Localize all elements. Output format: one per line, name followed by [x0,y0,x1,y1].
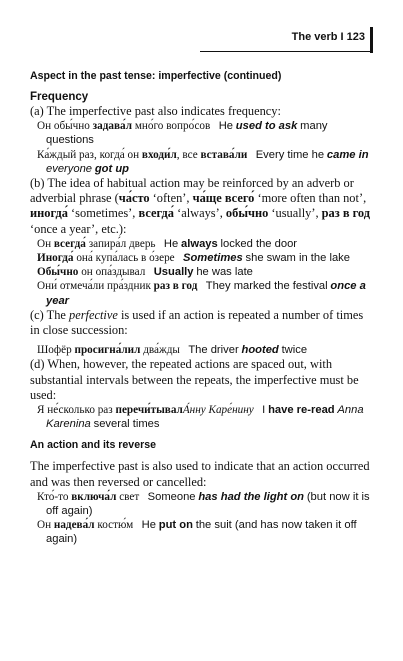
ru-text: , все [176,148,198,161]
text: ‘often’, [149,191,193,206]
adverb: ча́сто [118,191,150,206]
en-gloss-title: Anna Karenina [46,404,364,431]
ru-verb: встава́ли [200,148,248,161]
example-1 [30,119,375,147]
ru-verb: включа́л [71,490,117,503]
en-gloss: the suit (and has now taken it off again) [46,519,357,546]
ru-text: Шофёр [37,344,72,357]
adverb: ча́ще всего́ [192,191,255,206]
ru-text: Они́ отмеча́ли пра́здник [37,280,151,293]
en-gloss: Someone [147,490,196,503]
en-gloss-emph: has had the light on [198,490,305,503]
en-gloss: twice [281,344,308,357]
adverb: раз в год [321,206,371,221]
example-6 [30,279,375,307]
text: ‘sometimes’, [67,206,139,221]
text: ‘more often than not’, [254,191,367,206]
adverb: иногда́ [30,206,68,221]
ru-text: Он [37,237,52,250]
example-8 [30,403,375,431]
paragraph-a: (a) The imperfective past also indicates frequency: [30,104,281,118]
example-4 [30,251,375,265]
en-gloss: They marked the festival [205,280,328,293]
en-gloss: many questions [46,120,328,147]
en-gloss-emph: Usually [153,266,194,279]
en-gloss: Every time he [255,148,325,161]
en-gloss-emph: got up [94,162,129,175]
en-gloss: everyone [46,162,93,175]
en-gloss: He [163,237,179,250]
running-head-text: The verb I 123 [291,31,365,43]
en-gloss: I [262,404,266,417]
ru-adverb: Иногда́ [37,252,74,265]
ru-adverb: раз в год [153,280,198,293]
text: ‘always’, [173,206,226,221]
example-10 [30,518,375,546]
ru-verb: надева́л [53,519,95,532]
section-heading-reverse: An action and its reverse [30,439,156,452]
en-gloss-emph: put on [158,519,193,532]
subheading-frequency: Frequency [30,91,89,103]
section-heading-aspect: Aspect in the past tense: imperfective (continued) [30,70,282,82]
ru-text: Он [37,519,52,532]
en-gloss: He [141,519,156,532]
text: is used if an action is repeated a number of times in close succession: [30,307,364,338]
en-gloss: he was late [196,266,253,279]
example-2 [30,148,375,176]
example-9 [30,490,375,518]
paragraph-c [30,308,375,338]
running-head [200,27,373,52]
ru-text: Ка́ждый раз, когда́ он [37,148,140,161]
ru-adverb: всегда́ [53,237,86,250]
en-gloss: several times [93,418,160,431]
ru-text: костю́м [97,519,134,532]
example-3 [30,237,375,251]
running-head-bar [370,27,373,53]
adverb: всегда́ [138,206,174,221]
page-content [30,70,375,547]
text: ‘once a year’, etc.): [30,221,127,236]
en-gloss-emph: always [181,237,218,250]
en-gloss-emph: once a year [46,280,366,307]
ru-text: свет [119,490,140,503]
example-5 [30,265,375,279]
en-gloss-emph: hooted [241,344,279,357]
ru-text: запира́л дверь [88,237,156,250]
ru-text: Я не́сколько раз [37,404,113,417]
en-gloss: (but now it is off again) [46,490,370,518]
en-gloss-emph: Sometimes [183,252,243,265]
text: (b) The idea of habitual action may be reinforced by an adverb or adverbial phrase ( [30,176,354,206]
en-gloss-emph: used to ask [235,120,298,133]
text: (c) The [30,307,69,322]
ru-text: два́жды [143,344,180,357]
en-gloss-emph: have re-read [268,404,335,417]
paragraph-b [30,176,375,237]
ru-verb: просигна́лил [74,344,141,357]
ru-text: Кто́-то [37,490,69,503]
adverb: обы́чно [225,206,269,221]
en-gloss: The driver [188,344,239,357]
ru-text: она́ купа́лась в о́зере [76,252,175,265]
ru-text: он опа́здывал [81,266,146,279]
en-gloss: she swam in the lake [245,252,350,265]
term: perfective [69,307,118,322]
en-gloss: He [218,120,233,133]
ru-verb: задава́л [92,120,133,133]
ru-adverb: Обы́чно [37,266,79,279]
paragraph-reverse: The imperfective past is also used to indicate that an action occurred and was then reversed or cancelled: [30,459,370,489]
ru-title: А́нну Каре́нину [182,404,254,417]
ru-verb: перечи́тывал [115,404,183,417]
text: ‘usually’, [268,206,322,221]
example-7 [30,343,375,357]
ru-text: мно́го вопро́сов [134,120,211,133]
en-gloss-emph: came in [326,148,369,161]
ru-text: Он обы́чно [37,120,90,133]
paragraph-d: (d) When, however, the repeated actions are spaced out, with substantial intervals between the repeats, the imperfective must be used: [30,357,359,402]
ru-verb: входи́л [141,148,177,161]
en-gloss: locked the door [220,237,298,250]
spacer [30,431,375,439]
